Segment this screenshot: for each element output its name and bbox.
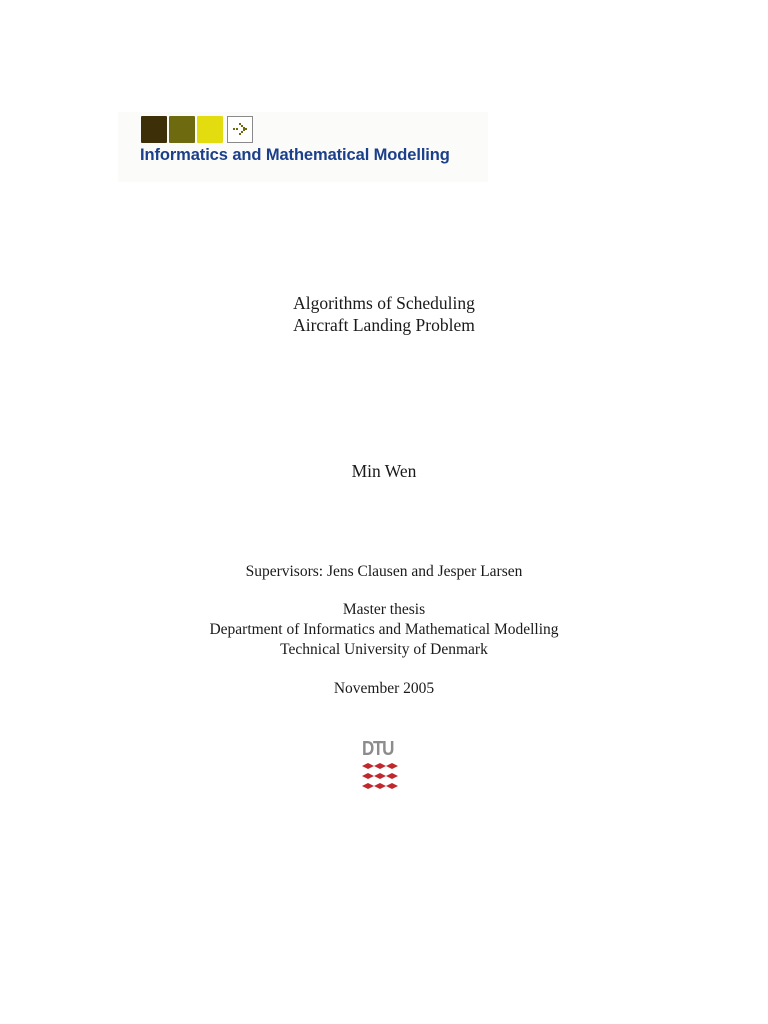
imm-logo <box>118 112 488 182</box>
supervisors-line: Supervisors: Jens Clausen and Jesper Larsen <box>245 563 523 580</box>
university-name: Technical University of Denmark <box>280 641 488 658</box>
dtu-waves-icon <box>360 762 400 792</box>
imm-logo-squares <box>141 116 253 144</box>
logo-square-olive <box>169 116 195 143</box>
logo-square-yellow <box>197 116 223 143</box>
thesis-type: Master thesis <box>342 601 426 618</box>
dtu-logo <box>360 738 400 794</box>
imm-logo-text: Informatics and Mathematical Modelling <box>140 146 450 164</box>
author-name: Min Wen <box>351 461 417 481</box>
thesis-date: November 2005 <box>333 680 435 697</box>
dtu-logo-text: DTU <box>362 738 394 760</box>
department-name: Department of Informatics and Mathematical Modelling <box>209 621 559 638</box>
logo-square-dark <box>141 116 167 143</box>
arrow-right-dots-icon <box>227 116 253 143</box>
thesis-title-line-1: Algorithms of Scheduling <box>293 293 475 313</box>
thesis-title-line-2: Aircraft Landing Problem <box>293 315 475 335</box>
